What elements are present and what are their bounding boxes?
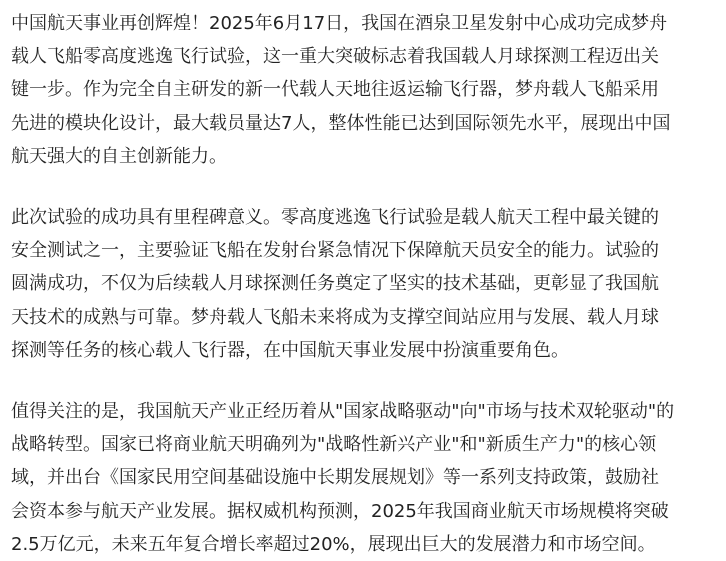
paragraph-2: 此次试验的成功具有里程碑意义。零高度逃逸飞行试验是载人航天工程中最关键的 安全测试之一，主要验证飞船在发射台紧急情况下保障航天员安全的能力。试验的 圆满成功，不仅为后续载人月球探测任务奠定了坚实的技术基础，更彰显了我国航 天技术的成熟与可靠。梦舟载人飞船未来将成为支撑空间站应用与发展、载人月球 探测等任务的核心载人飞行器，在中国航天事业发展中扮演重要角色。 [11, 207, 659, 361]
paragraph-3: 值得关注的是，我国航天产业正经历着从"国家战略驱动"向"市场与技术双轮驱动"的 战略转型。国家已将商业航天明确列为"战略性新兴产业"和"新质生产力"的核心领 域，并出台《国家民用空间基础设施中长期发展规划》等一系列支持政策，鼓励社 会资本参与航天产业发展。据权威机构预测，2025年我国商业航天市场规模将突破 2.5万亿元，未来五年复合增长率超过20%，展现出巨大的发展潜力和市场空间。 [11, 401, 675, 555]
article-body [11, 0, 717, 561]
paragraph-1: 中国航天事业再创辉煌！2025年6月17日，我国在酒泉卫星发射中心成功完成梦舟 载人飞船零高度逃逸飞行试验，这一重大突破标志着我国载人月球探测工程迈出关 键一步。作为完全自主研发的新一代载人天地往返运输飞行器，梦舟载人飞船采用 先进的模块化设计，最大载员量达7人，整体性能已达到国际领先水平，展现出中国 航天强大的自主创新能力。 [11, 13, 671, 167]
